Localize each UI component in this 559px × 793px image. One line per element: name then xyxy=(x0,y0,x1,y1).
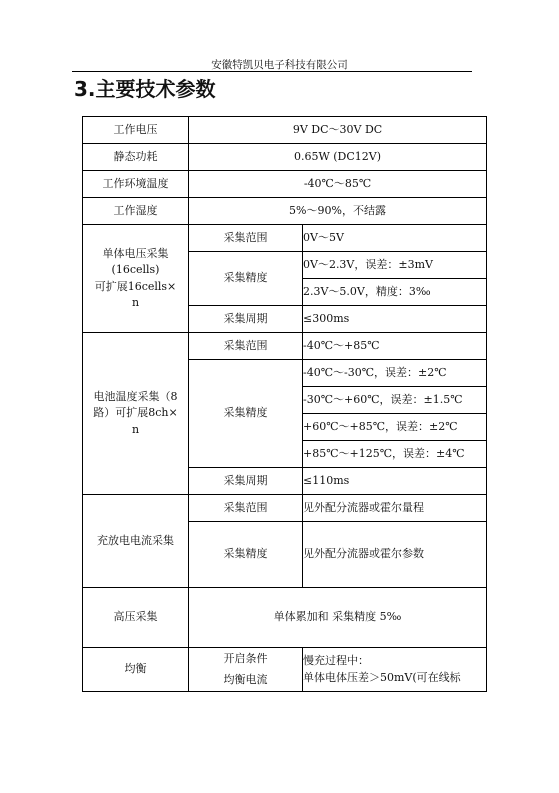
balance-sub-label: 均衡电流 xyxy=(223,672,268,686)
battery-temp-period-value: ≤110ms xyxy=(303,468,487,495)
battery-temp-accuracy-label: 采集精度 xyxy=(189,360,303,468)
battery-temp-label-line: n xyxy=(131,422,140,436)
cell-voltage-period-label: 采集周期 xyxy=(189,306,303,333)
cell-voltage-label-line: (16cells) xyxy=(111,263,160,276)
table-row xyxy=(83,144,487,171)
table-row xyxy=(83,333,487,360)
working-humidity-label: 工作湿度 xyxy=(83,198,189,225)
working-voltage-value: 9V DC～30V DC xyxy=(189,117,487,144)
company-header: 安徽特凯贝电子科技有限公司 xyxy=(211,59,348,71)
table-row xyxy=(83,495,487,522)
table-row xyxy=(83,225,487,252)
cell-voltage-accuracy-2: 2.3V～5.0V，精度：3‰ xyxy=(303,279,487,306)
cell-voltage-label-line: n xyxy=(131,296,140,309)
cell-voltage-range-value: 0V～5V xyxy=(303,225,487,252)
charge-current-label: 充放电电流采集 xyxy=(83,495,189,588)
working-temp-label: 工作环境温度 xyxy=(83,171,189,198)
charge-current-range-value: 见外配分流器或霍尔量程 xyxy=(303,495,487,522)
battery-temp-accuracy-1: -40℃～-30℃，误差：±2℃ xyxy=(303,360,487,387)
working-temp-value: -40℃～85℃ xyxy=(189,171,487,198)
battery-temp-range-value: -40℃～+85℃ xyxy=(303,333,487,360)
cell-voltage-label xyxy=(83,225,189,333)
balance-value-line: 慢充过程中： xyxy=(303,654,369,667)
charge-current-accuracy-label: 采集精度 xyxy=(189,522,303,588)
table-row xyxy=(83,171,487,198)
working-humidity-value: 5%～90%，不结露 xyxy=(189,198,487,225)
battery-temp-period-label: 采集周期 xyxy=(189,468,303,495)
table-row xyxy=(83,117,487,144)
balance-values xyxy=(303,648,487,692)
battery-temp-accuracy-3: +60℃～+85℃，误差：±2℃ xyxy=(303,414,487,441)
battery-temp-label xyxy=(83,333,189,495)
high-voltage-label: 高压采集 xyxy=(83,588,189,648)
spec-table xyxy=(82,116,487,692)
table-row xyxy=(83,198,487,225)
balance-sub-label: 开启条件 xyxy=(223,652,268,666)
balance-label: 均衡 xyxy=(83,648,189,692)
static-power-label: 静态功耗 xyxy=(83,144,189,171)
charge-current-accuracy-value: 见外配分流器或霍尔参数 xyxy=(303,522,487,588)
battery-temp-label-line: 电池温度采集（8 xyxy=(93,389,178,403)
static-power-value: 0.65W (DC12V) xyxy=(189,144,487,171)
battery-temp-label-line: 路）可扩展8ch× xyxy=(93,406,178,420)
high-voltage-value: 单体累加和 采集精度 5‰ xyxy=(189,588,487,648)
battery-temp-accuracy-4: +85℃～+125℃，误差：±4℃ xyxy=(303,441,487,468)
charge-current-range-label: 采集范围 xyxy=(189,495,303,522)
table-row xyxy=(83,648,487,692)
battery-temp-accuracy-2: -30℃～+60℃，误差：±1.5℃ xyxy=(303,387,487,414)
balance-sub-labels xyxy=(189,648,303,692)
cell-voltage-period-value: ≤300ms xyxy=(303,306,487,333)
cell-voltage-label-line: 单体电压采集 xyxy=(102,246,169,260)
table-row xyxy=(83,588,487,648)
cell-voltage-accuracy-1: 0V～2.3V，误差：±3mV xyxy=(303,252,487,279)
cell-voltage-label-line: 可扩展16cells× xyxy=(94,279,177,293)
section-title: 3.主要技术参数 xyxy=(74,77,216,101)
battery-temp-range-label: 采集范围 xyxy=(189,333,303,360)
cell-voltage-accuracy-label: 采集精度 xyxy=(189,252,303,306)
balance-value-line: 单体电体压差＞50mV(可在线标 xyxy=(303,670,461,684)
cell-voltage-range-label: 采集范围 xyxy=(189,225,303,252)
working-voltage-label: 工作电压 xyxy=(83,117,189,144)
header-divider xyxy=(72,71,472,72)
